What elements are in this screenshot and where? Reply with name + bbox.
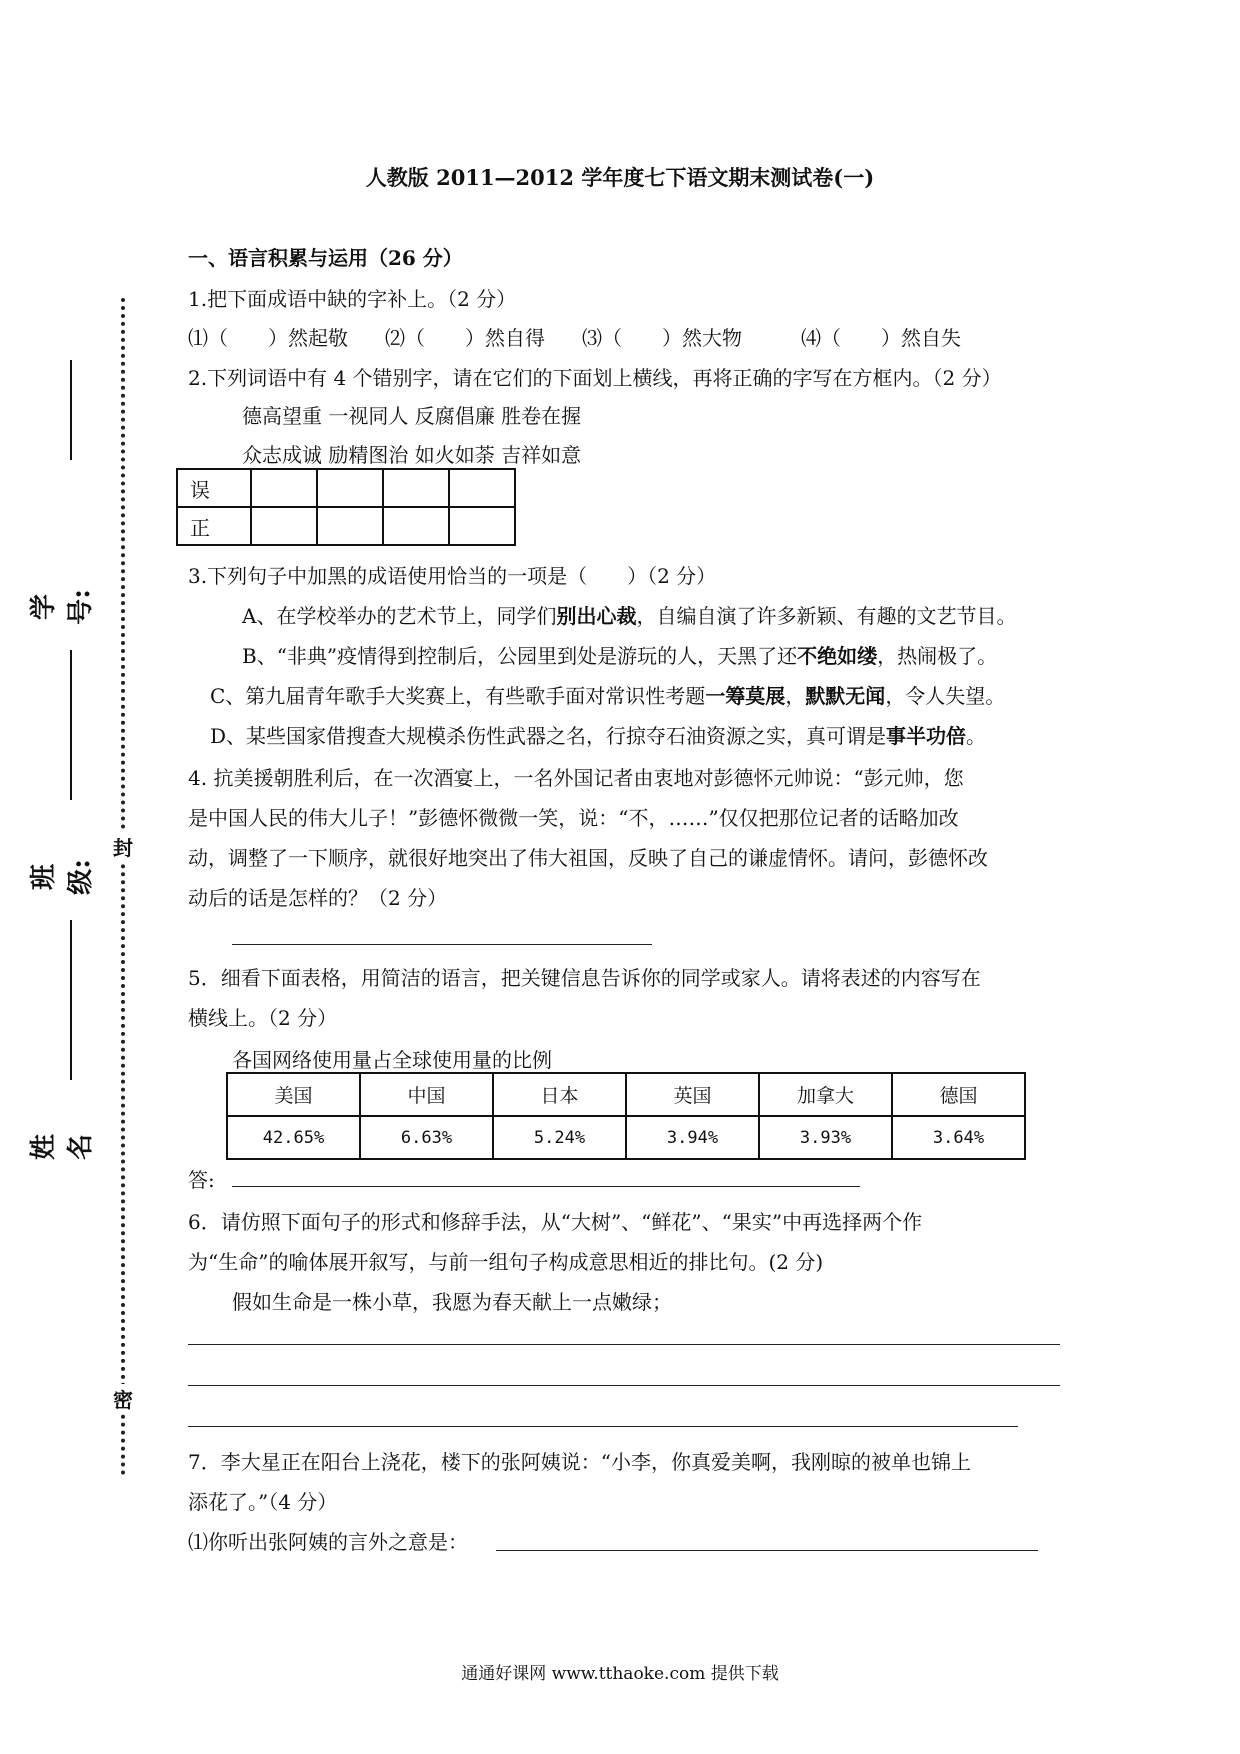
q7-line-1: 7．李大星正在阳台上浇花，楼下的张阿姨说：“小李，你真爱美啊，我刚晾的被单也锦上 xyxy=(188,1450,971,1474)
q5-answer-line[interactable] xyxy=(232,1186,860,1187)
q6-example: 假如生命是一株小草，我愿为春天献上一点嫩绿； xyxy=(232,1290,672,1314)
q2-words-line1: 德高望重 一视同人 反腐倡廉 胜卷在握 xyxy=(242,404,582,428)
table-header-cell: 美国 xyxy=(227,1073,360,1116)
banji-line xyxy=(70,920,72,1080)
grid-cell[interactable] xyxy=(251,507,317,545)
grid-cell[interactable] xyxy=(317,469,383,507)
grid-cell[interactable] xyxy=(317,507,383,545)
table-header-cell: 加拿大 xyxy=(759,1073,892,1116)
q1-item-2: ⑵（ ）然自得 xyxy=(385,326,545,350)
grid-cell[interactable] xyxy=(449,469,515,507)
q3-option-d: D、某些国家借搜查大规模杀伤性武器之名，行掠夺石油资源之实，真可谓是事半功倍。 xyxy=(210,724,987,748)
q5-data-table xyxy=(226,1072,1026,1160)
grid-cell[interactable] xyxy=(383,507,449,545)
q3-text: 3.下列句子中加黑的成语使用恰当的一项是（ ）（2 分） xyxy=(188,564,717,588)
q5-answer-label: 答: xyxy=(188,1168,215,1192)
grid-row-label-wrong: 误 xyxy=(177,469,251,507)
binding-dotted-line xyxy=(121,298,125,1476)
q1-item-3: ⑶（ ）然大物 xyxy=(582,326,742,350)
q6-answer-line-2[interactable] xyxy=(188,1385,1060,1386)
q5-line-1: 5．细看下面表格，用简洁的语言，把关键信息告诉你的同学或家人。请将表述的内容写在 xyxy=(188,966,981,990)
table-header-cell: 日本 xyxy=(493,1073,626,1116)
table-header-cell: 中国 xyxy=(360,1073,493,1116)
q4-line-2: 是中国人民的伟大儿子！”彭德怀微微一笑，说：“不，……”仅仅把那位记者的话略加改 xyxy=(188,806,959,830)
q6-line-1: 6．请仿照下面句子的形式和修辞手法，从“大树”、“鲜花”、“果实”中再选择两个作 xyxy=(188,1210,923,1234)
xuehao-line-2 xyxy=(70,650,72,800)
page-footer: 通通好课网 www.tthaoke.com 提供下载 xyxy=(461,1664,779,1684)
q6-answer-line-3[interactable] xyxy=(188,1426,1018,1427)
table-value-cell: 3.94% xyxy=(626,1116,759,1159)
q7-line-2: 添花了。”（4 分） xyxy=(188,1490,338,1514)
grid-cell[interactable] xyxy=(383,469,449,507)
q7-answer-line[interactable] xyxy=(496,1550,1038,1551)
q1-item-1: ⑴（ ）然起敬 xyxy=(188,326,348,350)
table-value-cell: 6.63% xyxy=(360,1116,493,1159)
table-header-cell: 德国 xyxy=(892,1073,1025,1116)
q5-table-title: 各国网络使用量占全球使用量的比例 xyxy=(232,1048,552,1072)
q2-answer-grid xyxy=(176,468,516,546)
q7-sub-1: ⑴你听出张阿姨的言外之意是： xyxy=(188,1530,468,1554)
seal-feng-label: 封 xyxy=(111,832,135,861)
seal-mi-label: 密 xyxy=(111,1384,135,1413)
table-value-cell: 42.65% xyxy=(227,1116,360,1159)
grid-row-label-correct: 正 xyxy=(177,507,251,545)
section-heading: 一、语言积累与运用（26 分） xyxy=(188,246,463,270)
xingming-label: 姓 名 xyxy=(29,1107,96,1161)
table-header-cell: 英国 xyxy=(626,1073,759,1116)
q3-option-a: A、在学校举办的艺术节上，同学们别出心裁，自编自演了许多新颖、有趣的文艺节目。 xyxy=(242,604,1017,628)
table-value-cell: 3.64% xyxy=(892,1116,1025,1159)
q4-line-1: 4. 抗美援朝胜利后，在一次酒宴上，一名外国记者由衷地对彭德怀元帅说：“彭元帅，您 xyxy=(188,766,964,790)
q1-text: 1.把下面成语中缺的字补上。（2 分） xyxy=(188,287,517,311)
banji-label: 班级: xyxy=(29,859,96,895)
grid-cell[interactable] xyxy=(449,507,515,545)
table-value-cell: 3.93% xyxy=(759,1116,892,1159)
xuehao-label: 学号: xyxy=(29,589,96,625)
grid-cell[interactable] xyxy=(251,469,317,507)
q4-answer-line[interactable] xyxy=(232,944,652,945)
q6-answer-line-1[interactable] xyxy=(188,1344,1060,1345)
q4-line-4: 动后的话是怎样的？（2 分） xyxy=(188,886,448,910)
q2-text: 2.下列词语中有 4 个错别字，请在它们的下面划上横线，再将正确的字写在方框内。（2 分） xyxy=(188,366,1002,390)
q3-option-b: B、“非典”疫情得到控制后，公园里到处是游玩的人，天黑了还不绝如缕，热闹极了。 xyxy=(242,644,998,668)
q6-line-2: 为“生命”的喻体展开叙写，与前一组句子构成意思相近的排比句。(2 分) xyxy=(188,1250,824,1274)
q3-option-c: C、第九届青年歌手大奖赛上，有些歌手面对常识性考题一筹莫展，默默无闻，令人失望。 xyxy=(210,684,1006,708)
q1-item-4: ⑷（ ）然自失 xyxy=(801,326,961,350)
page-title: 人教版 2011—2012 学年度七下语文期末测试卷(一) xyxy=(365,165,875,190)
q4-line-3: 动，调整了一下顺序，就很好地突出了伟大祖国，反映了自己的谦虚情怀。请问，彭德怀改 xyxy=(188,846,988,870)
q5-line-2: 横线上。（2 分） xyxy=(188,1006,338,1030)
q2-words-line2: 众志成诚 励精图治 如火如荼 吉祥如意 xyxy=(242,443,582,467)
table-value-cell: 5.24% xyxy=(493,1116,626,1159)
xuehao-line-1 xyxy=(70,360,72,460)
